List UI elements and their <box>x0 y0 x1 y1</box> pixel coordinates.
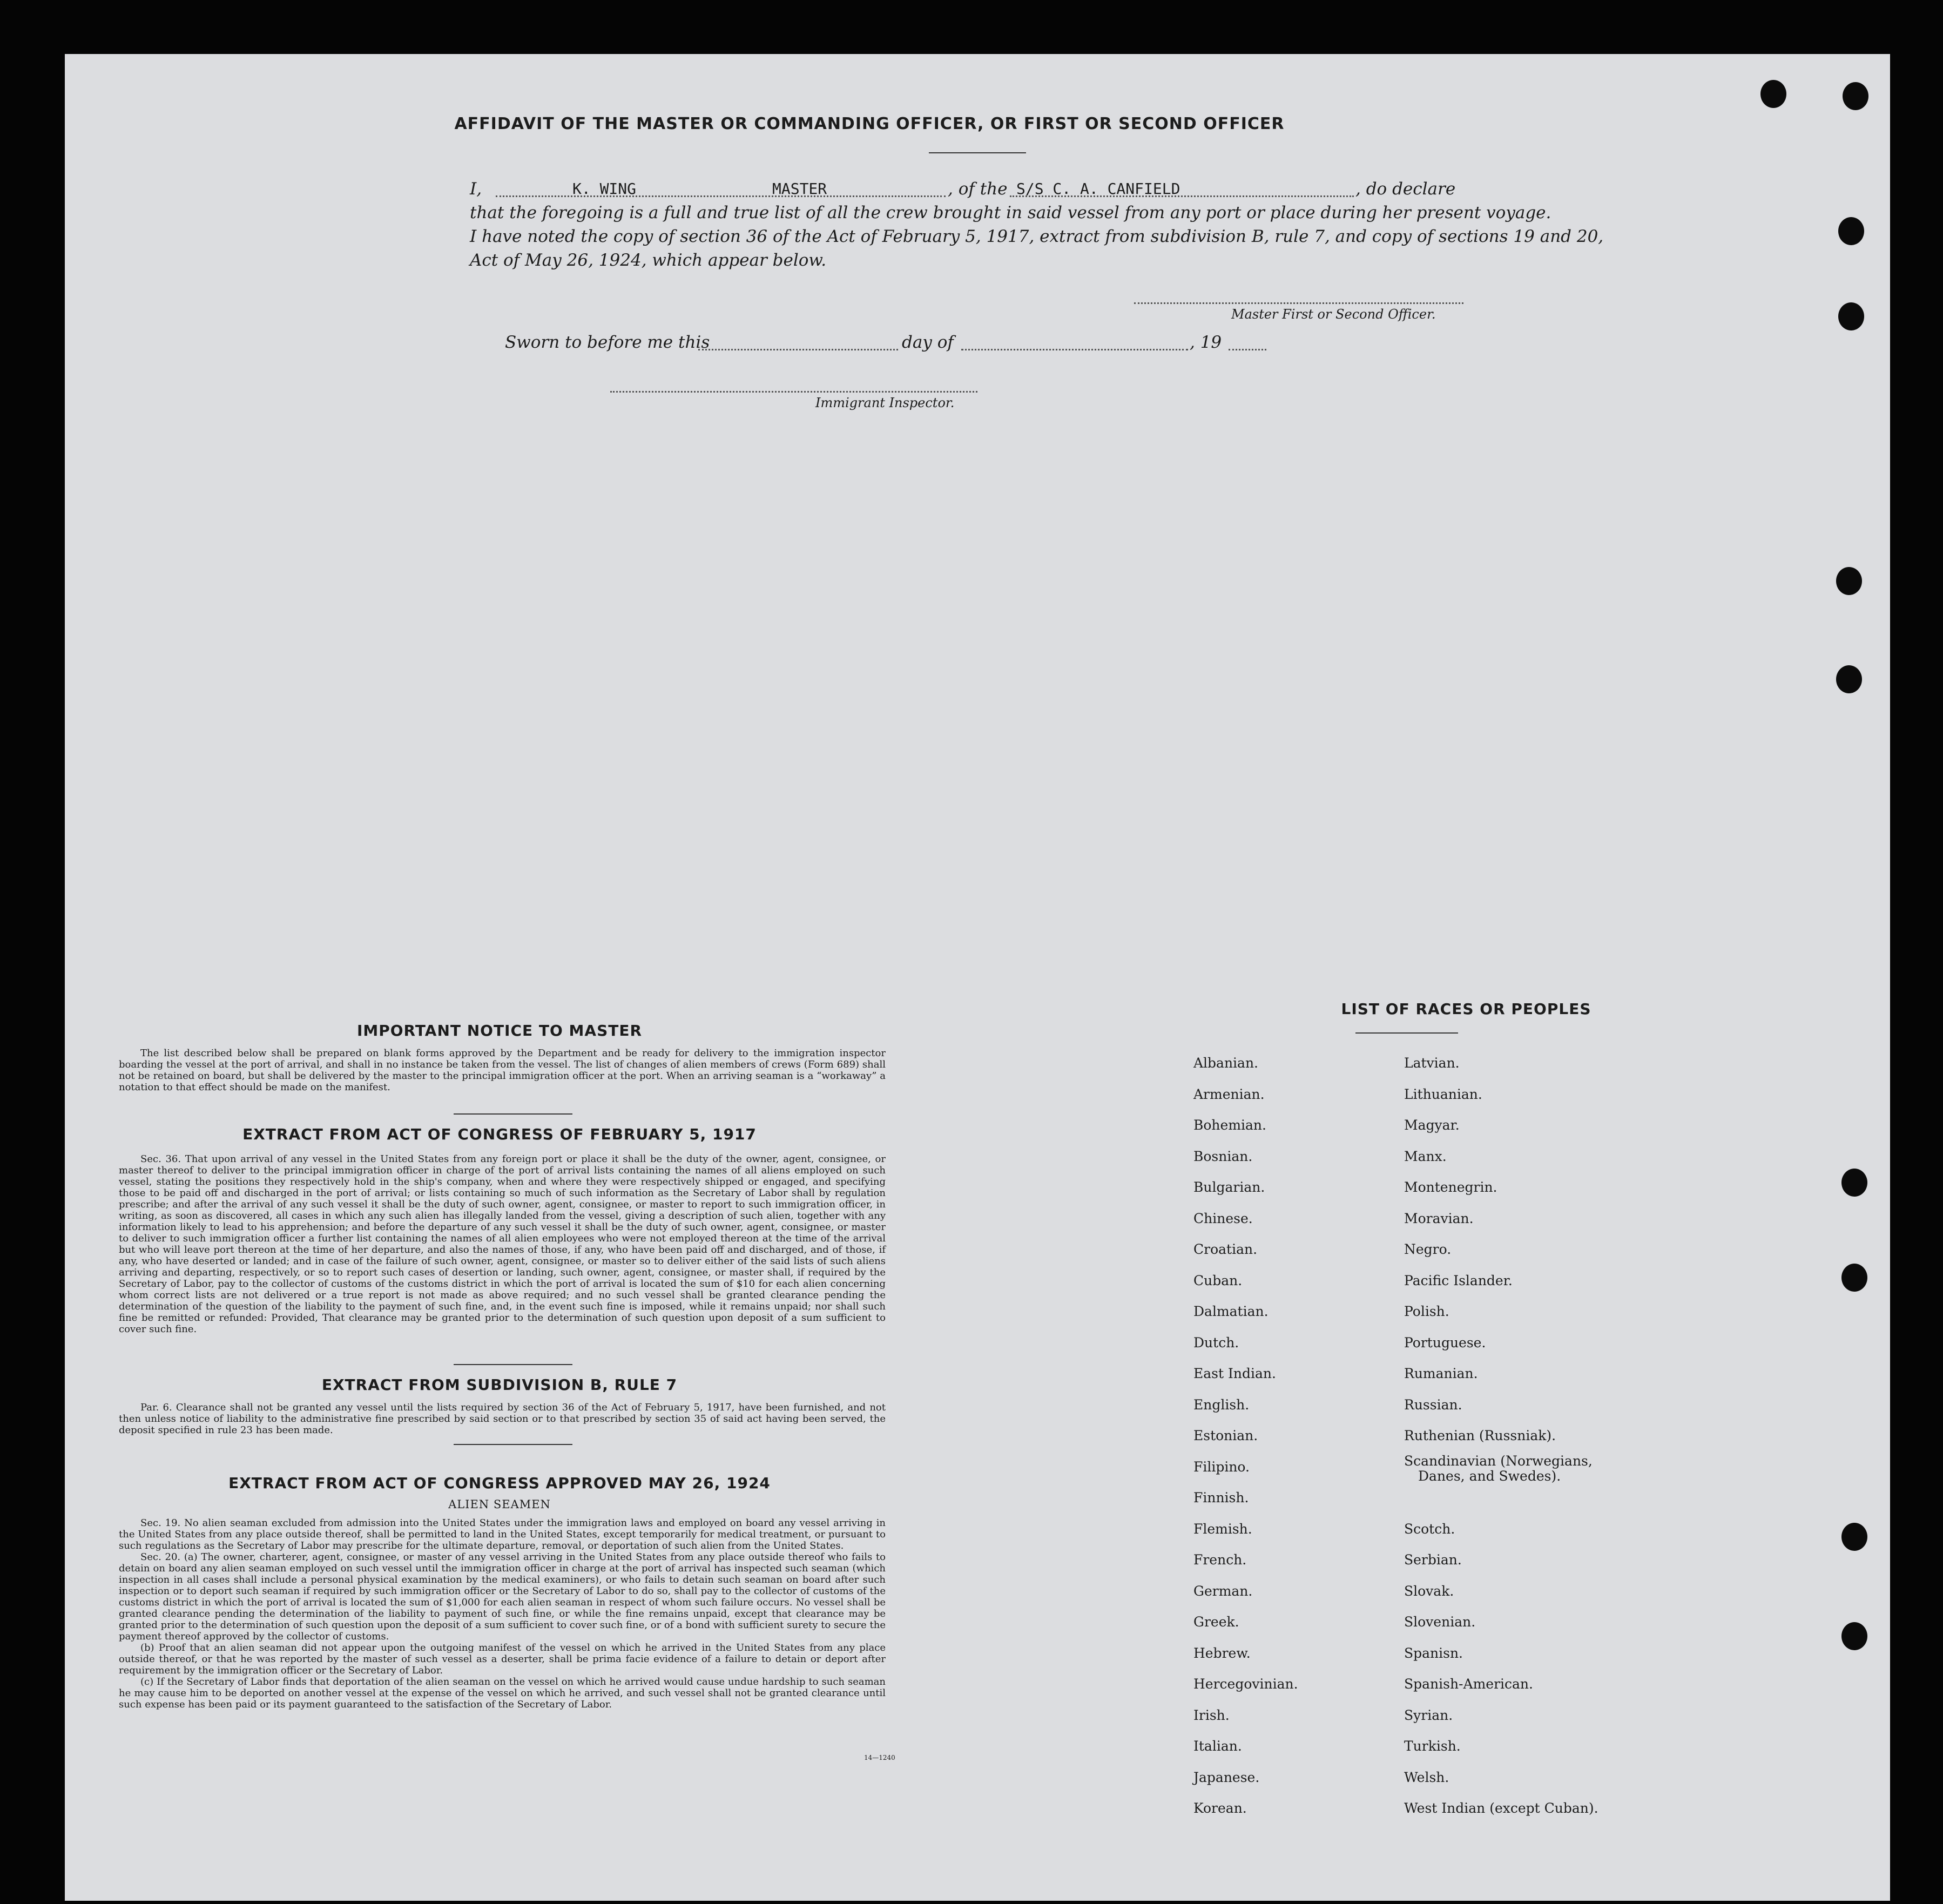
race-item: Syrian. <box>1404 1707 1453 1723</box>
race-item: Welsh. <box>1404 1769 1449 1785</box>
race-item: Pacific Islander. <box>1404 1272 1513 1288</box>
divider <box>929 152 1026 153</box>
punch-hole <box>1841 1169 1867 1197</box>
extract-1917-text: Sec. 36. That upon arrival of any vessel in the United States from any foreign port or place it shall be the duty of the owner, agent, consignee, or master thereof to deliver to the principal immigration officer in charge of the port of arrival lists containing the names of all aliens employed on such vessel, stating the positions they respectively hold in the ship's company, when and where they were respectively shipped or engaged, and specifying those to be paid off and discharged in the port of arrival; or lists containing so much of such information as the Secretary of Labor shall by regulation prescribe; and after the arrival of any such vessel it shall be the duty of such owner, agent, consignee, or master to report to such immigration officer, in writing, as soon as discovered, all cases in which any such alien has illegally landed from the vessel, giving a description of such alien, together with any information likely to lead to his apprehension; and before the departure of any such vessel it shall be the duty of such owner, agent, consignee, or master to deliver to such immigration officer a further list containing the names of all alien employees who were not employed thereon at the time of the arrival but who will leave port thereon at the time of her departure, and also the names of those, if any, who have been paid off and discharged, and of those, if any, who have deserted or landed; and in case of the failure of such owner, agent, consignee, or master so to deliver either of the said lists of such aliens arriving and departing, respectively, or so to report such cases of desertion or landing, such owner, agent, consignee, or master shall, if required by the Secretary of Labor, pay to the collector of customs of the customs district in which the port of arrival is located the sum of $10 for each alien concerning whom correct lists are not delivered or a true report is not made as above required; and no such vessel shall be granted clearance pending the determination of the question of the liability to the payment of such fine, and, in the event such fine is imposed, while it remains unpaid; nor shall such fine be remitted or refunded: Provided, That clearance may be granted prior to the determination of such question upon deposit of a sum sufficient to cover such fine. <box>119 1153 886 1335</box>
divider <box>454 1444 572 1445</box>
affidavit-line-3: I have noted the copy of section 36 of the Act of February 5, 1917, extract from subdivision B, rule 7, and copy of sections 19 and 20, <box>470 227 1604 246</box>
race-item: French. <box>1193 1552 1247 1568</box>
rule-7-text: Par. 6. Clearance shall not be granted any vessel until the lists required by section 36 of the Act of February 5, 1917, have been furnished, and not then unless notice of liability to the administrative fine prescribed by said section or to that prescribed by section 35 of said act having been served, the deposit specified in rule 23 has been made. <box>119 1402 886 1436</box>
sworn-year-field[interactable] <box>1229 349 1266 350</box>
sworn-day-field[interactable] <box>698 349 898 350</box>
punch-hole <box>1838 302 1864 330</box>
extract-1917-title: EXTRACT FROM ACT OF CONGRESS OF FEBRUARY 5, 1917 <box>242 1125 757 1143</box>
races-title: LIST OF RACES OR PEOPLES <box>1341 1000 1591 1018</box>
race-item: Rumanian. <box>1404 1366 1478 1381</box>
divider <box>454 1113 572 1115</box>
race-item: Korean. <box>1193 1800 1247 1816</box>
sworn-month-field[interactable] <box>961 349 1188 350</box>
race-item: English. <box>1193 1396 1250 1413</box>
vessel-name: S/S C. A. CANFIELD <box>1016 180 1180 198</box>
race-item: Magyar. <box>1404 1117 1460 1133</box>
race-item: Russian. <box>1404 1396 1462 1413</box>
notice-text: The list described below shall be prepared on blank forms approved by the Department and be ready for delivery to the immigration inspector boarding the vessel at the port of arrival, and shall in no instance be taken from the vessel. The list of changes of alien members of crews (Form 689) shall not be retained on board, but shall be delivered by the master to the principal immigration officer at the port. When an arriving seaman is a “workaway” a notation to that effect should be made on the manifest. <box>119 1048 886 1093</box>
race-item: German. <box>1193 1583 1253 1599</box>
race-item: Hebrew. <box>1193 1645 1251 1661</box>
punch-hole <box>1841 1523 1867 1551</box>
race-item: Italian. <box>1193 1738 1242 1754</box>
race-item: Chinese. <box>1193 1210 1253 1226</box>
affidavit-line-4: Act of May 26, 1924, which appear below. <box>470 251 827 270</box>
section-20a: Sec. 20. (a) The owner, charterer, agent, consignee, or master of any vessel arriving in the United States from any place outside thereof who fails to detain on board any alien seaman employed on such vessel until the immigration officer in charge at the port of arrival has inspected such seaman (which inspection in all cases shall include a personal physical examination by the medical examiners), or who fails to detain such seaman on board after such inspection or to deport such seaman if required by such immigration officer or the Secretary of Labor to do so, shall pay to the collector of customs of the customs district in which the port of arrival is located the sum of $1,000 for each alien seaman in respect of whom such failure occurs. No vessel shall be granted clearance pending the determination of the liability to payment of such fine, or while the fine remains unpaid, except that clearance may be granted prior to the determination of such question upon the deposit of a sum sufficient to cover such fine, or of a bond with sufficient surety to secure the payment thereof approved by the collector of customs. <box>119 1551 886 1642</box>
punch-hole <box>1760 80 1786 108</box>
inspector-label: Immigrant Inspector. <box>815 395 955 410</box>
race-item: Bosnian. <box>1193 1148 1253 1164</box>
race-item: Manx. <box>1404 1148 1447 1164</box>
race-item: Montenegrin. <box>1404 1179 1497 1195</box>
section-20c: (c) If the Secretary of Labor finds that deportation of the alien seaman on the vessel on which he arrived would cause undue hardship to such seaman he may cause him to be deported on another vessel at the expense of the vessel on which he arrived, and such vessel shall not be granted clearance until such expense has been paid or its payment guaranteed to the satisfaction of the Secretary of Labor. <box>119 1676 886 1710</box>
race-item: Bulgarian. <box>1193 1179 1265 1195</box>
race-item: Flemish. <box>1193 1521 1252 1537</box>
race-item: Ruthenian (Russniak). <box>1404 1428 1556 1443</box>
affidavit-title: AFFIDAVIT OF THE MASTER OR COMMANDING OFFICER, OR FIRST OR SECOND OFFICER <box>454 114 1285 133</box>
signature-label: Master First or Second Officer. <box>1231 307 1436 322</box>
inspector-signature-line[interactable] <box>610 391 977 393</box>
race-item: Serbian. <box>1404 1552 1462 1568</box>
signature-line[interactable] <box>1134 302 1463 304</box>
affidavit-line-2: that the foregoing is a full and true list of all the crew brought in said vessel from any port or place during her present voyage. <box>470 203 1551 222</box>
master-name: K. WING <box>572 180 637 198</box>
race-item: Portuguese. <box>1404 1334 1486 1351</box>
race-item: Albanian. <box>1193 1055 1259 1071</box>
punch-hole <box>1836 567 1862 595</box>
punch-hole <box>1838 217 1864 245</box>
notice-title: IMPORTANT NOTICE TO MASTER <box>356 1022 643 1039</box>
race-item: Finnish. <box>1193 1490 1249 1505</box>
race-item: Slovak. <box>1404 1583 1454 1599</box>
race-item: Bohemian. <box>1193 1117 1266 1133</box>
race-item: Japanese. <box>1193 1769 1260 1785</box>
divider <box>454 1364 572 1365</box>
extract-1924-title: EXTRACT FROM ACT OF CONGRESS APPROVED MAY 26, 1924 <box>228 1474 771 1492</box>
form-number: 14—1240 <box>864 1754 895 1761</box>
race-item: Scotch. <box>1404 1521 1455 1537</box>
affidavit-line-1: I, K. WING MASTER , of the S/S C. A. CANFIELD , do declare <box>470 177 1604 201</box>
race-item: Spanisn. <box>1404 1645 1463 1661</box>
punch-hole <box>1841 1622 1867 1650</box>
race-item: Cuban. <box>1193 1272 1243 1288</box>
sworn-line: Sworn to before me this day of , 19 <box>505 330 1315 354</box>
race-item: Danes, and Swedes). <box>1418 1468 1561 1484</box>
race-item: Armenian. <box>1193 1086 1265 1102</box>
races-list-right <box>1404 1048 1598 1824</box>
punch-hole <box>1841 1264 1867 1292</box>
rule-7-title: EXTRACT FROM SUBDIVISION B, RULE 7 <box>321 1376 678 1394</box>
race-item: Slovenian. <box>1404 1614 1476 1630</box>
race-item: Filipino. <box>1193 1459 1250 1475</box>
extract-1924-subtitle: ALIEN SEAMEN <box>448 1498 551 1511</box>
section-20b: (b) Proof that an alien seaman did not appear upon the outgoing manifest of the vessel on which he arrived in the United States from any place outside thereof, or that he was reported by the master of such vessel as a deserter, shall be prima facie evidence of a failure to detain or deport after requirement by the immigration officer or the Secretary of Labor. <box>119 1642 886 1676</box>
race-item: Turkish. <box>1404 1738 1461 1754</box>
race-item: East Indian. <box>1193 1366 1276 1381</box>
races-list-left <box>1193 1048 1298 1824</box>
race-item: West Indian (except Cuban). <box>1404 1800 1598 1816</box>
race-item: Spanish-American. <box>1404 1676 1533 1692</box>
form-page <box>65 54 1890 1901</box>
race-item: Hercegovinian. <box>1193 1676 1298 1692</box>
divider <box>1355 1032 1458 1034</box>
race-item: Scandinavian (Norwegians, <box>1404 1453 1593 1469</box>
race-item: Polish. <box>1404 1304 1449 1319</box>
race-item: Dutch. <box>1193 1334 1239 1351</box>
punch-hole <box>1843 82 1868 110</box>
race-item: Dalmatian. <box>1193 1304 1269 1319</box>
race-item: Lithuanian. <box>1404 1086 1482 1102</box>
race-item: Greek. <box>1193 1614 1239 1630</box>
master-rank: MASTER <box>772 180 827 198</box>
race-item: Latvian. <box>1404 1055 1460 1071</box>
punch-hole <box>1836 665 1862 693</box>
section-19: Sec. 19. No alien seaman excluded from admission into the United States under the immigration laws and employed on board any vessel arriving in the United States from any place outside thereof, shall be permitted to land in the United States, except temporarily for medical treatment, or pursuant to such regulations as the Secretary of Labor may prescribe for the ultimate departure, removal, or deportation of such alien from the United States. <box>119 1517 886 1551</box>
race-item: Negro. <box>1404 1241 1452 1257</box>
extract-1924-text <box>119 1517 886 1710</box>
race-item: Moravian. <box>1404 1210 1474 1226</box>
race-item: Croatian. <box>1193 1241 1258 1257</box>
race-item: Estonian. <box>1193 1428 1258 1443</box>
race-item: Irish. <box>1193 1707 1230 1723</box>
